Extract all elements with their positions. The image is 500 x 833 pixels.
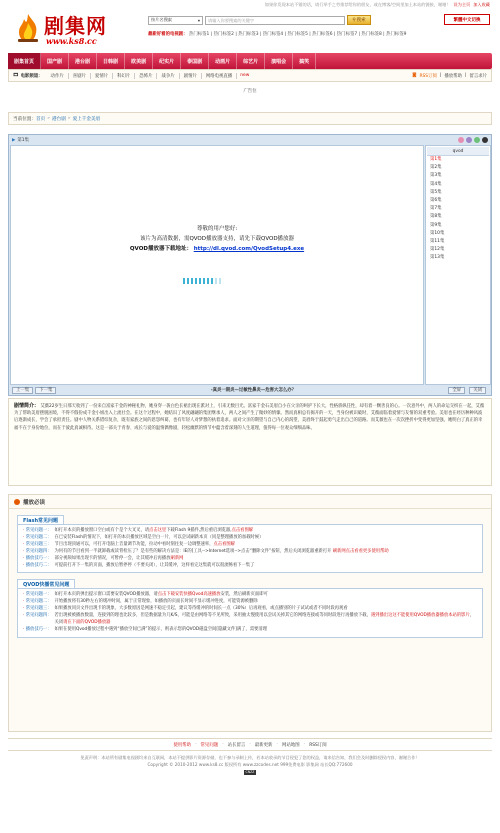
nav-item-anime[interactable]: 动画片 <box>209 53 237 69</box>
episode-item[interactable]: 第8集 <box>430 214 442 220</box>
flash-faq <box>17 515 483 573</box>
more-help-link[interactable]: 刷新网点击看看更多使用帮助 <box>332 548 389 554</box>
fullscreen-button[interactable]: 全屏 <box>448 387 465 394</box>
subnav-item[interactable]: 喜剧片 <box>69 73 91 79</box>
hot-tag[interactable]: 热门标签3 <box>238 32 259 37</box>
skin-dark-button[interactable] <box>482 137 488 143</box>
hot-tag[interactable]: 热门标签6 <box>312 32 333 37</box>
search-type-label: 按片名搜索 <box>151 17 172 22</box>
loading-bar <box>183 278 221 284</box>
nav-item-variety[interactable]: 综艺片 <box>237 53 265 69</box>
nav-item-mainland[interactable]: 国产剧 <box>41 53 69 69</box>
episode-item[interactable]: 第4集 <box>430 181 442 187</box>
help-title: 播放必读 <box>23 499 46 506</box>
subnav-item[interactable]: 恐怖片 <box>135 73 157 79</box>
episode-item[interactable]: 第2集 <box>430 165 442 171</box>
breadcrumb-title[interactable]: 爱上千金美眉 <box>72 116 101 122</box>
subnav-item[interactable]: 战争片 <box>157 73 179 79</box>
hot-tag[interactable]: 热门标签1 <box>188 32 210 37</box>
intro-label: 剧情简介： <box>14 403 40 409</box>
nav-item-jpkr[interactable]: 日韩剧 <box>97 53 125 69</box>
top-bar <box>8 0 492 9</box>
search-button-label: 搜索 <box>356 18 366 23</box>
breadcrumb-home[interactable]: 首页 <box>35 116 46 122</box>
skin-green-button[interactable] <box>474 137 480 143</box>
message-body: 该片为高清数据，需QVOD播放器支持，请先下载QVOD播放器 <box>139 236 295 242</box>
hot-tag[interactable]: 热门标签5 <box>287 32 308 37</box>
footer-link-help[interactable]: 使用帮助 <box>173 742 191 748</box>
nav-item-documentary[interactable]: 纪实片 <box>153 53 181 69</box>
qvod-download-link[interactable]: http://dl.qvod.com/QvodSetup4.exe <box>193 246 305 252</box>
faq-row: · 播放技巧二： 可提前打开下一集的页面，播放后暂停停（不要关闭），让其缓冲，这样看完这集就可以很流畅看下一集了 <box>23 563 477 570</box>
subnav-title <box>13 73 43 79</box>
subnav-item[interactable]: 动作片 <box>47 73 69 79</box>
nav-item-western[interactable]: 欧美剧 <box>125 53 153 69</box>
flash-faq-tab[interactable]: Flash常见问题 <box>17 515 64 524</box>
qvod-warning-link[interactable]: 遇到播出这这不能使用QVOD播放器播放本站的影片 <box>370 613 470 619</box>
search-icon: ⚲ <box>352 17 356 23</box>
hot-tag[interactable]: 热门标签4 <box>262 32 284 37</box>
page <box>8 0 492 776</box>
player-body <box>9 145 491 385</box>
player-ad-text[interactable]: -真炎一期炎—过敏性鼻炎—危害大怎么办？ <box>210 388 297 393</box>
player-titlebar <box>9 135 491 145</box>
search-type-select[interactable] <box>148 16 203 25</box>
episode-item[interactable]: 第5集 <box>430 189 442 195</box>
episode-list <box>425 145 491 385</box>
subnav-item[interactable]: 剧情片 <box>180 73 202 79</box>
prev-episode-button[interactable]: 上一集 <box>12 387 33 394</box>
main-nav <box>8 53 492 69</box>
episode-item[interactable]: 第12集 <box>430 247 445 253</box>
ad-slot: 广告位 <box>243 89 257 94</box>
copyright: Copyright © 2010-2012 www.ks8.cc 版权所有 www.zzcodes.net 999免费电影 影集网 站长QQ:772600 <box>147 761 353 767</box>
episode-item[interactable]: 第9集 <box>430 222 442 228</box>
help-section <box>8 494 492 732</box>
nav-item-home[interactable]: 剧集首页 <box>8 53 41 69</box>
subnav-item[interactable]: 爱情片 <box>91 73 113 79</box>
faq-row: · 常见问题二： 在已安装Flash的情况下，如打开的本页播放区域是空白一片，可以尝试刷新本页（同是整理播放的加载时候） <box>23 535 477 542</box>
hot-tag[interactable]: 热门标签8 <box>361 32 382 37</box>
episode-item[interactable]: 第6集 <box>430 198 442 204</box>
hot-tag[interactable]: 热门标签9 <box>386 32 407 37</box>
nav-item-thai[interactable]: 泰国剧 <box>181 53 209 69</box>
message-greeting: 尊敬的用户您好: <box>196 226 238 232</box>
intro-text: 艾薇22岁生日那天收到了一份来自富家千金的神秘礼物，她身穿一袭白色长裙出现在派对上，引来无数目光。富家千金石美眉自小在父亲的呵护下长大，性格骄纵任性，却有着一颗善良的心。一次意外中，两人的命运交织在一起，艾薇为了帮助美眉摆脱困境，不得不假扮成千金小姐出入上流社会。在这个过程中，她结识了风度翩翩的集团继承人，两人之间产生了微妙的情愫。然而真相总有揭开的一天，当身份被识破时，艾薇面临着爱情与友情的双重考验。美眉也在经历种种风波后逐渐成长，学会了承担责任。剧中人物关系错综复杂，既有家族之间的恩怨纠葛，也有年轻人对梦想的执着追求。面对父亲的期望与自己内心的渴望，美眉终于鼓起勇气走出自己的道路。而艾薇也在一次次挫折中变得更加坚强，她明白了真正的幸福不在于身份地位，而在于彼此真诚相待。这是一部关于青春、成长与爱的温情偶像剧，轻松幽默的情节中蕴含着深刻的人生道理，值得每一位观众细细品味。 <box>14 404 485 431</box>
guestbook-link[interactable]: 留言求片 <box>469 73 487 79</box>
flash-download-link[interactable]: 点击这里 <box>149 528 167 533</box>
site-logo[interactable] <box>14 9 144 53</box>
episode-list-header: qvod <box>427 147 489 156</box>
faq-row: · 常见问题四： 若出现被被播放数量，连接到的理也比较多，但是数据量为几K/S，可能是由网络等不见所致，采用抽太慢使用以尝试关掉其它的网络连接或等同时段进行再播放下载，遇到播出这这不能使用QVOD播放器播放本站的影片，关闭请在下面的QVOD播放器 <box>23 613 477 627</box>
footer-link-faq[interactable]: 常见问题 <box>200 742 219 748</box>
subnav-right: ◙ RSS订阅 | 播放帮助 | 留言求片 <box>412 73 487 79</box>
subnav-item[interactable]: 科幻片 <box>113 73 135 79</box>
faq-row: · 常见问题一： 如打开本页的弹出提示窗口需要安装QVOD播放器，请点击下载安装快播Qvod高速播放安装，然后刷新页面即可 <box>23 592 477 599</box>
play-icon: ▶ <box>12 137 16 143</box>
set-home-link[interactable]: 设为主页 <box>453 1 471 7</box>
skin-purple-button[interactable] <box>466 137 472 143</box>
qvod-player-link[interactable]: 请在下面的QVOD播放器 <box>63 620 111 626</box>
nav-item-concert[interactable]: 演唱会 <box>265 53 293 69</box>
episode-item[interactable]: 第11集 <box>430 239 445 245</box>
player-title: 第1集 <box>17 138 29 143</box>
chevron-down-icon: ▾ <box>197 17 200 23</box>
subnav-item-live-tv[interactable]: 网络电视直播 <box>202 73 237 79</box>
subnav-title-label: 电影频道： <box>20 73 43 79</box>
breadcrumb: 当前位置： 首页 » 港台剧 » 爱上千金美眉 <box>8 112 492 125</box>
view-diagram-link[interactable]: 点击看图解 <box>213 541 235 547</box>
qvod-faq-tab[interactable]: QVOD快播常见问题 <box>17 579 75 588</box>
episode-item[interactable]: 第10集 <box>430 230 445 236</box>
skin-pink-button[interactable] <box>458 137 464 143</box>
search-input[interactable]: 请输入你要搜索的关键字 <box>205 16 345 25</box>
faq-row: · 常见问题三： 如果播放同页文件出现卡的现象，大多数原因是网速不稳定引起，建议等待缓冲的时间长一点（30%）后再观看，或点播别的片子试试或者不同时段再观看 <box>23 606 477 613</box>
faq-row: · 常见问题一： 如打开本页的播放窗口空白或有个是个大叉叉，请点击这里下载Flash 9插件,然后重启浏览器,点击看图解 <box>23 528 477 535</box>
faq-row: · 常见问题四： 为何有的节目看到一半就卸载或读背检压了？是有些的解决方法是：IE的[工具-->Internet选项-->点击“删除文件”按钮，然后关闭浏览器重新打开 刷新网点击看看更多使用帮助 <box>23 549 477 556</box>
help-header <box>9 495 491 509</box>
close-player-button[interactable]: 关闭 <box>469 387 486 394</box>
footer-link-sitemap[interactable]: 网站地图 <box>282 742 300 748</box>
search-bar <box>148 15 371 25</box>
footer-link-guestbook[interactable]: 站长留言 <box>227 742 246 748</box>
logo-url: www.ks8.cc <box>46 36 97 46</box>
view-diagram-link[interactable]: 点击看图解 <box>231 528 254 533</box>
footer-nav: 使用帮助 - 常见问题 - 站长留言 - 最新更新 - 网站地图 - RSS订阅 <box>8 738 492 751</box>
hot-tag[interactable]: 热门标签7 <box>336 32 358 37</box>
breadcrumb-category[interactable]: 港台剧 <box>52 116 66 122</box>
favorite-link[interactable]: 加入收藏 <box>473 1 490 7</box>
cnzz-badge[interactable]: CNZZ <box>245 770 255 775</box>
hot-tag[interactable]: 热门标签2 <box>213 32 234 37</box>
play-help-link[interactable]: 播放帮助 <box>444 73 462 79</box>
footer-link-latest[interactable]: 最新更新 <box>254 742 273 748</box>
faq-row: · 播放技巧一： 如果在使用Qvod播放过程中遇到“播放空间已满”的提示，则表示您的QVOD磁盘空间[隐藏文件]满了，需要清理 <box>23 627 477 634</box>
traditional-chinese-button[interactable]: 繁體中文切換 <box>444 14 490 25</box>
nav-item-comedy[interactable]: 搞笑 <box>293 53 316 69</box>
hot-tags-label: 最新好看的电视剧： <box>148 32 188 37</box>
episode-item[interactable]: 第1集 <box>430 157 442 162</box>
faq-row: · 播放技巧一： 部分视频如果出现卡的情况，可暂停一会，让其缓冲后再播放刷新网 <box>23 556 477 563</box>
qvod-install-link[interactable]: 点击下载安装快播Qvod高速播放 <box>157 592 221 598</box>
footer <box>8 755 492 776</box>
breadcrumb-label: 当前位置： <box>13 116 36 122</box>
nav-item-hktw[interactable]: 港台剧 <box>69 53 97 69</box>
player-footer <box>9 385 491 395</box>
faq-row: · 常见问题三： 节目出现顶通可以，可打开电脑上音量调节功能，拉动中看时刻往复一边调整速率，点击看图解 <box>23 542 477 549</box>
movie-subnav <box>8 69 492 82</box>
film-icon: 🎞 <box>13 73 19 78</box>
video-player <box>8 134 492 396</box>
player-controls <box>458 137 488 143</box>
message-download: QVOD播放器下载地址： http://dl.qvod.com/QvodSetup4.exe <box>129 246 305 252</box>
qvod-faq <box>17 579 483 637</box>
episode-item[interactable]: 第13集 <box>430 255 445 261</box>
flame-icon <box>16 13 40 43</box>
episode-item[interactable]: 第7集 <box>430 206 442 212</box>
plot-intro <box>8 398 492 486</box>
top-notice: 如果你发现本站不错的话，请行举手之劳推荐给你的朋友，或在博客/空间里加上本站的链接，谢谢！ <box>264 1 451 7</box>
flash-faq-box <box>17 524 483 573</box>
hot-tags: 最新好看的电视剧： 热门标签1 | 热门标签2 | 热门标签3 | 热门标签4 | 热门标签5 | 热门标签6 | 热门标签7 | 热门标签8 | 热门标签9 <box>148 32 407 37</box>
episode-item[interactable]: 第3集 <box>430 173 442 179</box>
footer-link-rss[interactable]: RSS订阅 <box>309 742 327 748</box>
next-episode-button[interactable]: 下一集 <box>35 387 56 394</box>
disclaimer: 免责声明：本站所有剧集电视剧均来自互联网，本站不提供影片资源存储，也不参与录制上传，若本站收录的节目侵犯了您的权益，请来信告知，我们会及时删除侵权内容，谢谢合作！ <box>80 755 420 760</box>
player-screen[interactable] <box>10 145 424 385</box>
qvod-message <box>11 224 423 254</box>
bullet-icon <box>14 499 20 505</box>
logo-name: 剧集网 <box>44 14 107 38</box>
rss-icon: ◙ <box>412 73 417 78</box>
header <box>8 9 492 53</box>
new-badge: new <box>240 73 250 78</box>
qvod-faq-box <box>17 588 483 637</box>
rss-link[interactable]: RSS订阅 <box>419 73 437 79</box>
refresh-link[interactable]: 刷新网 <box>170 555 184 561</box>
faq-row: · 常见问题二： 开始播放将有30秒左右的缓冲时间，属于正常现象，如播放的页面长时间不显示缓冲进度，可能资源被删除 <box>23 599 477 606</box>
search-button[interactable] <box>347 15 371 25</box>
